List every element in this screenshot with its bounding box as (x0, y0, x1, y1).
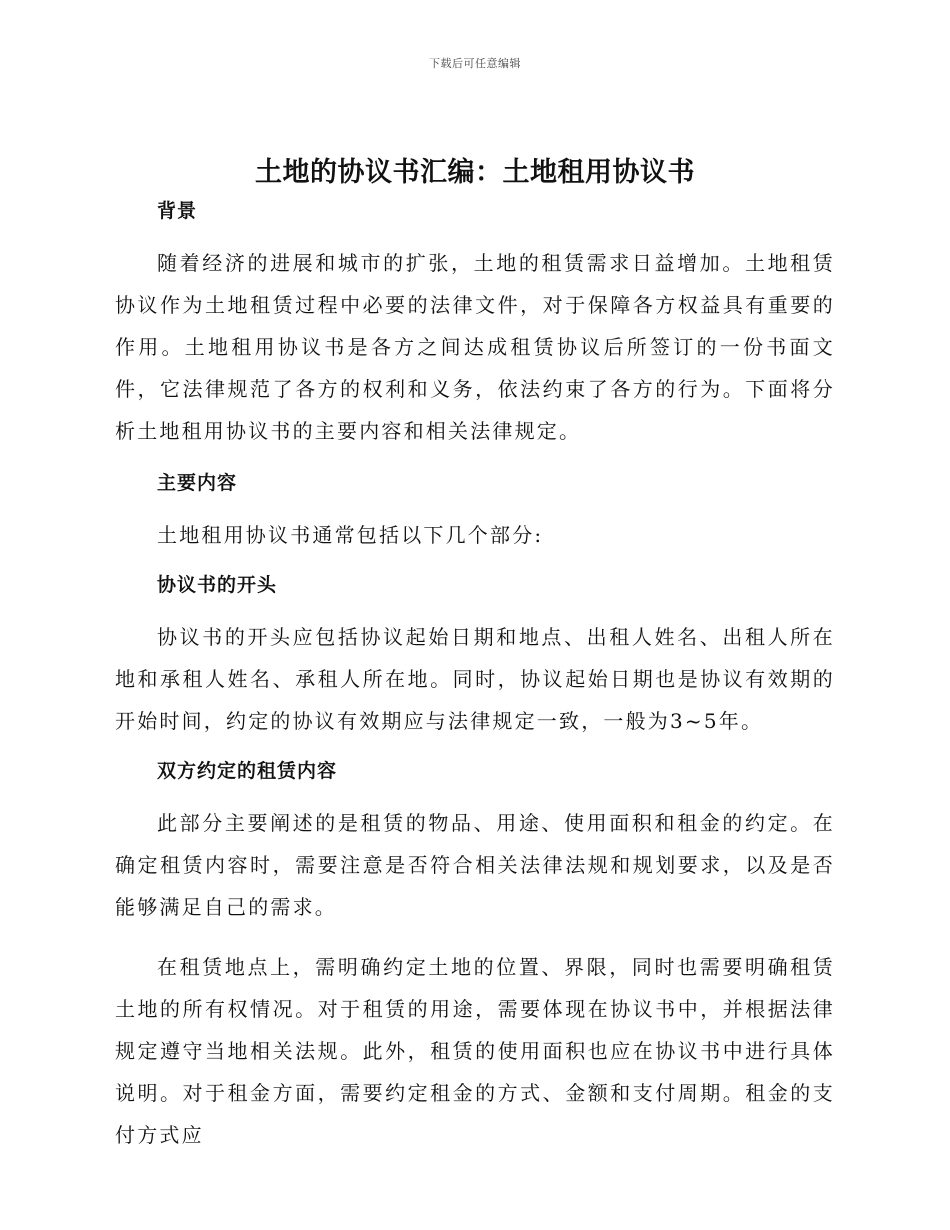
document-body (115, 192, 835, 1156)
section-heading-background: 背景 (157, 200, 198, 222)
paragraph-opening: 协议书的开头应包括协议起始日期和地点、出租人姓名、出租人所在地和承租人姓名、承租人所在地。同时，协议起始日期也是协议有效期的开始时间，约定的协议有效期应与法律规定一致，一般为3~5年。 (115, 625, 835, 733)
header-note: 下载后可任意编辑 (429, 57, 521, 70)
paragraph-lease-terms-1: 此部分主要阐述的是租赁的物品、用途、使用面积和租金的约定。在确定租赁内容时，需要注意是否符合相关法律法规和规划要求，以及是否能够满足自己的需求。 (115, 811, 835, 919)
section-heading-opening: 协议书的开头 (157, 574, 278, 596)
document-title: 土地的协议书汇编：土地租用协议书 (255, 157, 695, 188)
paragraph-lease-terms-2: 在租赁地点上，需明确约定土地的位置、界限，同时也需要明确租赁土地的所有权情况。对于租赁的用途，需要体现在协议书中，并根据法律规定遵守当地相关法规。此外，租赁的使用面积也应在协议书中进行具体说明。对于租金方面，需要约定租金的方式、金额和支付周期。租金的支付方式应 (115, 955, 835, 1147)
section-heading-main-content: 主要内容 (157, 472, 238, 494)
paragraph-main-content: 土地租用协议书通常包括以下几个部分: (157, 523, 544, 547)
paragraph-background: 随着经济的进展和城市的扩张，土地的租赁需求日益增加。土地租赁协议作为土地租赁过程中必要的法律文件，对于保障各方权益具有重要的作用。土地租用协议书是各方之间达成租赁协议后所签订的一份书面文件，它法律规范了各方的权利和义务，依法约束了各方的行为。下面将分析土地租用协议书的主要内容和相关法律规定。 (115, 251, 835, 443)
section-heading-lease-terms: 双方约定的租赁内容 (157, 760, 338, 782)
